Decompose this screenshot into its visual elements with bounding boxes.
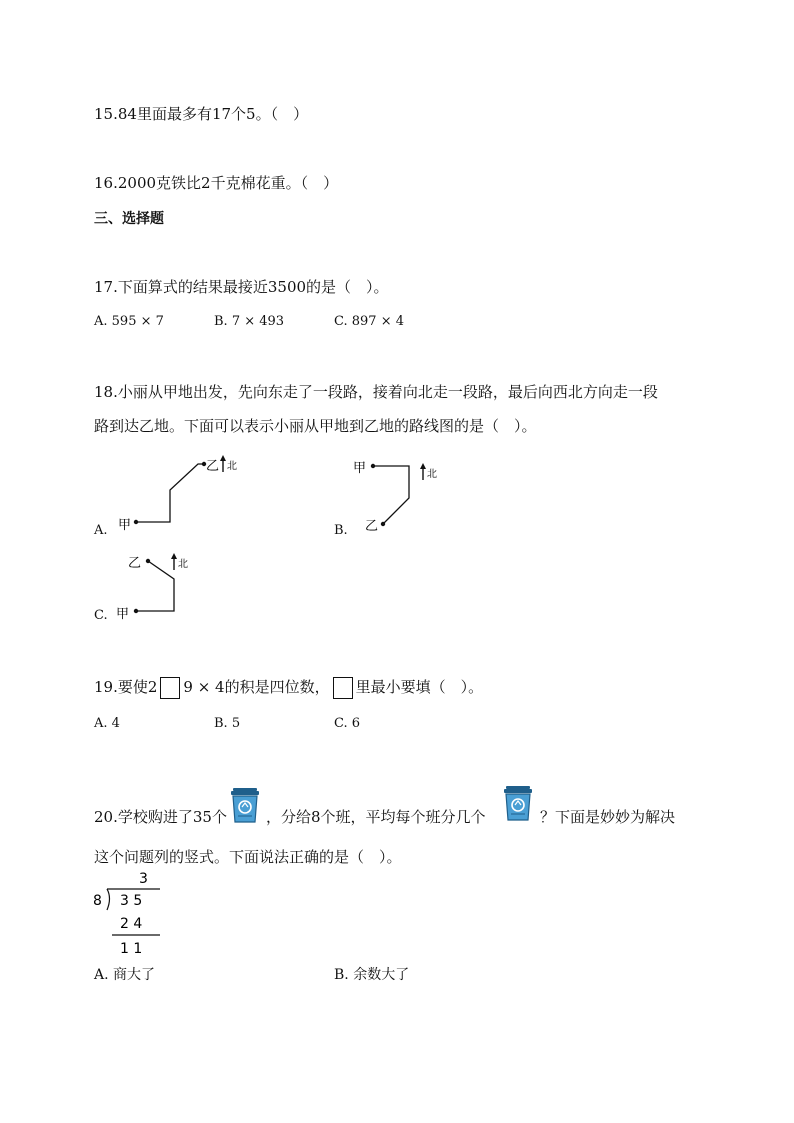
question-20-part2: ，分给8个班，平均每个班分几个	[266, 808, 486, 826]
q20-option-b: B. 余数大了	[334, 967, 410, 983]
question-20-part1: 20.学校购进了35个	[94, 808, 227, 826]
blank-box	[333, 677, 353, 699]
q18-option-b-label: B.	[334, 523, 348, 538]
q19-suffix: 里最小要填（ ）。	[355, 678, 484, 696]
division-dividend: 3 5	[120, 893, 143, 909]
q19-prefix: 19.要使2	[94, 678, 158, 696]
route-a-start-label: 甲	[118, 518, 132, 533]
q18-route-diagram-a	[110, 450, 250, 540]
route-b-north-label: 北	[427, 469, 437, 480]
route-b-start-label: 甲	[353, 461, 367, 476]
q20-option-a: A. 商大了	[94, 967, 156, 983]
question-17: 17.下面算式的结果最接近3500的是（ ）。	[94, 278, 389, 296]
division-remainder: 1 1	[120, 941, 143, 957]
question-20-part3: ？下面是妙妙为解决	[540, 808, 676, 826]
question-19	[94, 676, 483, 699]
q18-route-diagram-c	[110, 545, 210, 630]
q19-option-c: C. 6	[334, 716, 361, 731]
q19-middle: 9 × 4的积是四位数，	[183, 678, 330, 696]
division-divisor: 8	[93, 893, 102, 909]
q17-option-b: B. 7 × 493	[214, 314, 285, 329]
q19-option-b: B. 5	[214, 716, 241, 731]
recycle-bin-icon	[229, 786, 261, 824]
route-a-north-label: 北	[227, 461, 237, 472]
q17-option-c: C. 897 × 4	[334, 314, 404, 329]
route-b-end-label: 乙	[365, 519, 379, 534]
q18-route-diagram-b	[345, 450, 455, 540]
route-c-north-label: 北	[178, 559, 188, 570]
blank-box	[160, 677, 180, 699]
question-15: 15.84里面最多有17个5。（ ）	[94, 105, 309, 123]
q17-option-a: A. 595 × 7	[94, 314, 164, 329]
q18-option-c-label: C.	[94, 608, 108, 623]
route-c-end-label: 乙	[128, 556, 142, 571]
question-20-line2: 这个问题列的竖式。下面说法正确的是（ ）。	[94, 848, 402, 866]
question-18-line2: 路到达乙地。下面可以表示小丽从甲地到乙地的路线图的是（ ）。	[94, 417, 537, 435]
q19-option-a: A. 4	[94, 716, 120, 731]
question-18-line1: 18.小丽从甲地出发，先向东走了一段路，接着向北走一段路，最后向西北方向走一段	[94, 383, 658, 401]
division-product: 2 4	[120, 916, 143, 932]
question-16: 16.2000克铁比2千克棉花重。（ ）	[94, 174, 339, 192]
section-heading-choice: 三、选择题	[94, 211, 164, 227]
q18-option-a-label: A.	[94, 523, 108, 538]
recycle-bin-icon	[502, 784, 534, 822]
route-c-start-label: 甲	[116, 607, 130, 622]
division-quotient: 3	[139, 871, 148, 887]
long-division	[90, 868, 170, 960]
route-a-end-label: 乙	[206, 459, 220, 474]
